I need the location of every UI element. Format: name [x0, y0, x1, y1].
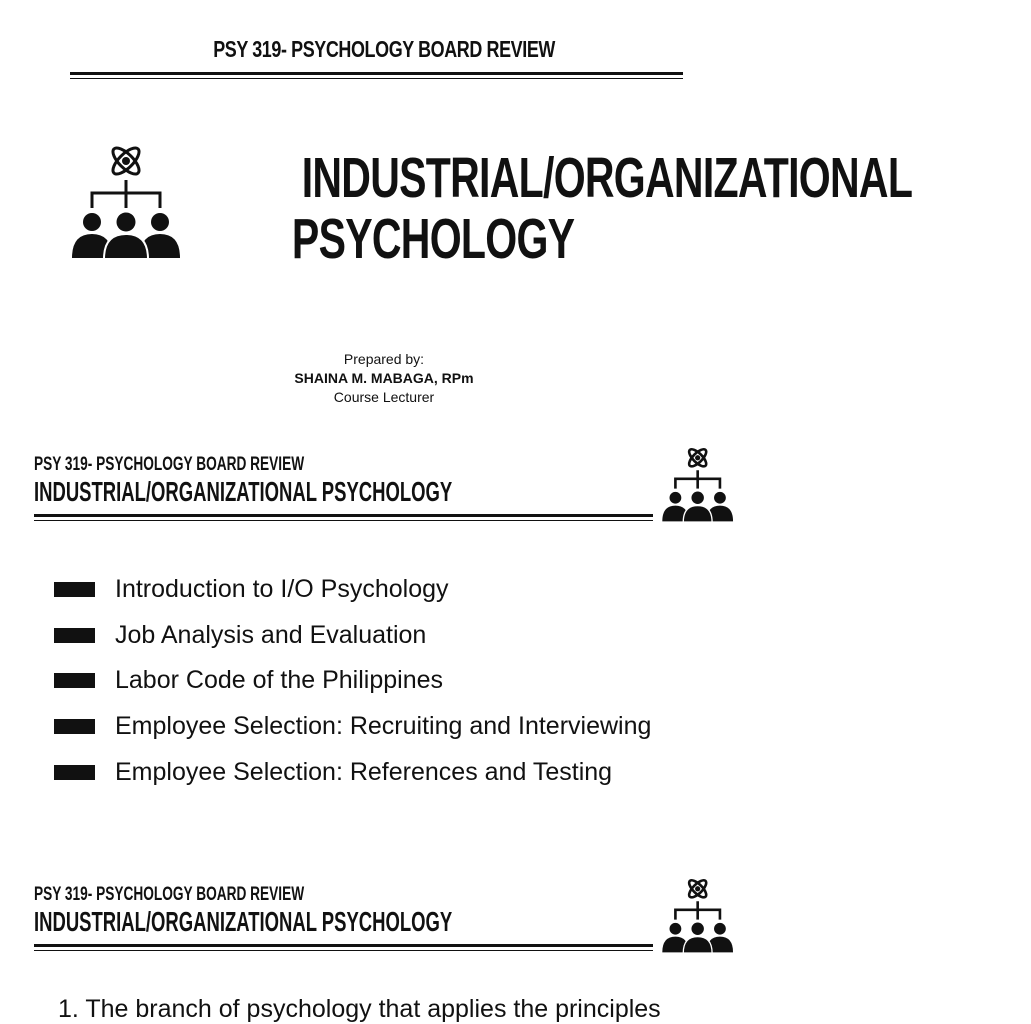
slide-divider [34, 514, 653, 521]
list-item: Labor Code of the Philippines [54, 661, 651, 707]
bullet-bar [54, 765, 95, 780]
header-divider [70, 72, 683, 79]
list-item: Employee Selection: References and Testing [54, 753, 651, 799]
bullet-bar [54, 628, 95, 643]
author-name: SHAINA M. MABAGA, RPm [294, 370, 474, 386]
slide-title: INDUSTRIAL/ORGANIZATIONAL PSYCHOLOGY [34, 906, 453, 937]
author-role: Course Lecturer [333, 389, 435, 405]
topic-list [54, 570, 651, 798]
team-hierarchy-icon [70, 142, 183, 260]
presentation-title: INDUSTRIAL/ORGANIZATIONAL PSYCHOLOGY [291, 146, 913, 271]
list-item: Job Analysis and Evaluation [54, 616, 651, 662]
slide-course-label: PSY 319- PSYCHOLOGY BOARD REVIEW [34, 454, 305, 475]
team-hierarchy-icon [661, 876, 735, 954]
course-header: PSY 319- PSYCHOLOGY BOARD REVIEW [213, 36, 555, 62]
bullet-bar [54, 673, 95, 688]
list-item: Introduction to I/O Psychology [54, 570, 651, 616]
bullet-bar [54, 582, 95, 597]
question-text: 1. The branch of psychology that applies the principles [58, 995, 661, 1023]
slide-course-label: PSY 319- PSYCHOLOGY BOARD REVIEW [34, 884, 305, 905]
slide-divider [34, 944, 653, 951]
slide-title: INDUSTRIAL/ORGANIZATIONAL PSYCHOLOGY [34, 476, 453, 507]
list-item: Employee Selection: Recruiting and Interviewing [54, 707, 651, 753]
author-block [0, 350, 768, 407]
team-hierarchy-icon [661, 445, 735, 523]
prepared-by-label: Prepared by: [343, 351, 425, 367]
bullet-bar [54, 719, 95, 734]
